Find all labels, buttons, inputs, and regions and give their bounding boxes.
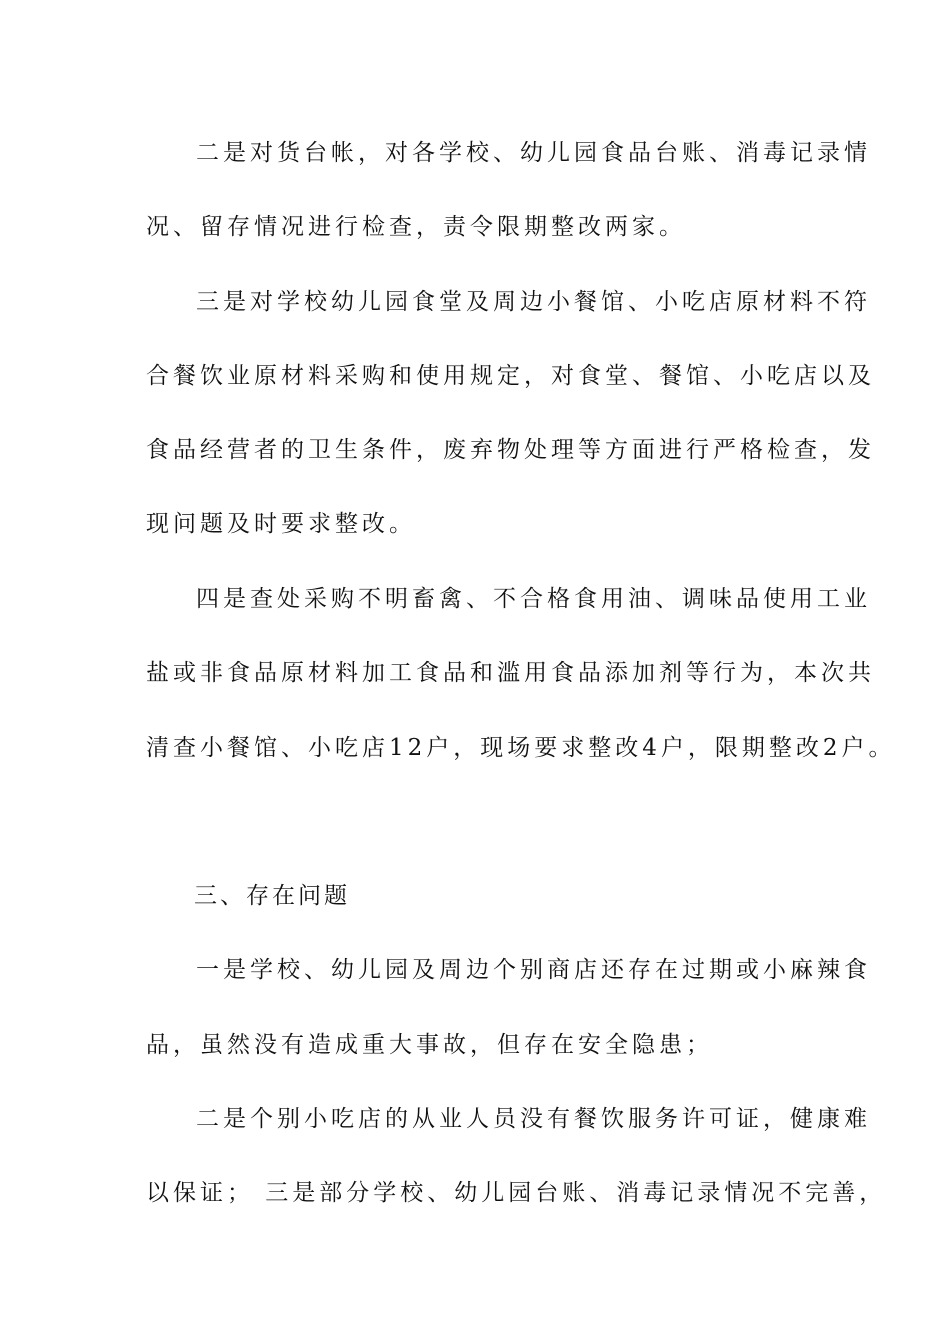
paragraph-line: 现问题及时要求整改。 <box>146 511 416 537</box>
paragraph-line: 四是查处采购不明畜禽、不合格食用油、调味品使用工业 <box>196 586 871 612</box>
paragraph-line: 二是对货台帐，对各学校、幼儿园食品台账、消毒记录情 <box>196 140 871 166</box>
paragraph-line: 清查小餐馆、小吃店12户，现场要求整改4户，限期整改2户。 <box>146 735 896 761</box>
paragraph-line: 盐或非食品原材料加工食品和滥用食品添加剂等行为，本次共 <box>146 660 875 686</box>
paragraph-line: 合餐饮业原材料采购和使用规定，对食堂、餐馆、小吃店以及 <box>146 363 875 389</box>
paragraph-line: 二是个别小吃店的从业人员没有餐饮服务许可证，健康难 <box>196 1106 871 1132</box>
section-heading: 三、存在问题 <box>194 883 350 909</box>
paragraph-line: 以保证； 三是部分学校、幼儿园台账、消毒记录情况不完善， <box>146 1180 887 1206</box>
paragraph-line: 三是对学校幼儿园食堂及周边小餐馆、小吃店原材料不符 <box>196 289 871 315</box>
paragraph-line: 食品经营者的卫生条件，废弃物处理等方面进行严格检查，发 <box>146 437 875 463</box>
paragraph-line: 况、留存情况进行检查，责令限期整改两家。 <box>146 214 686 240</box>
paragraph-line: 一是学校、幼儿园及周边个别商店还存在过期或小麻辣食 <box>196 957 871 983</box>
paragraph-line: 品，虽然没有造成重大事故，但存在安全隐患； <box>146 1032 713 1058</box>
